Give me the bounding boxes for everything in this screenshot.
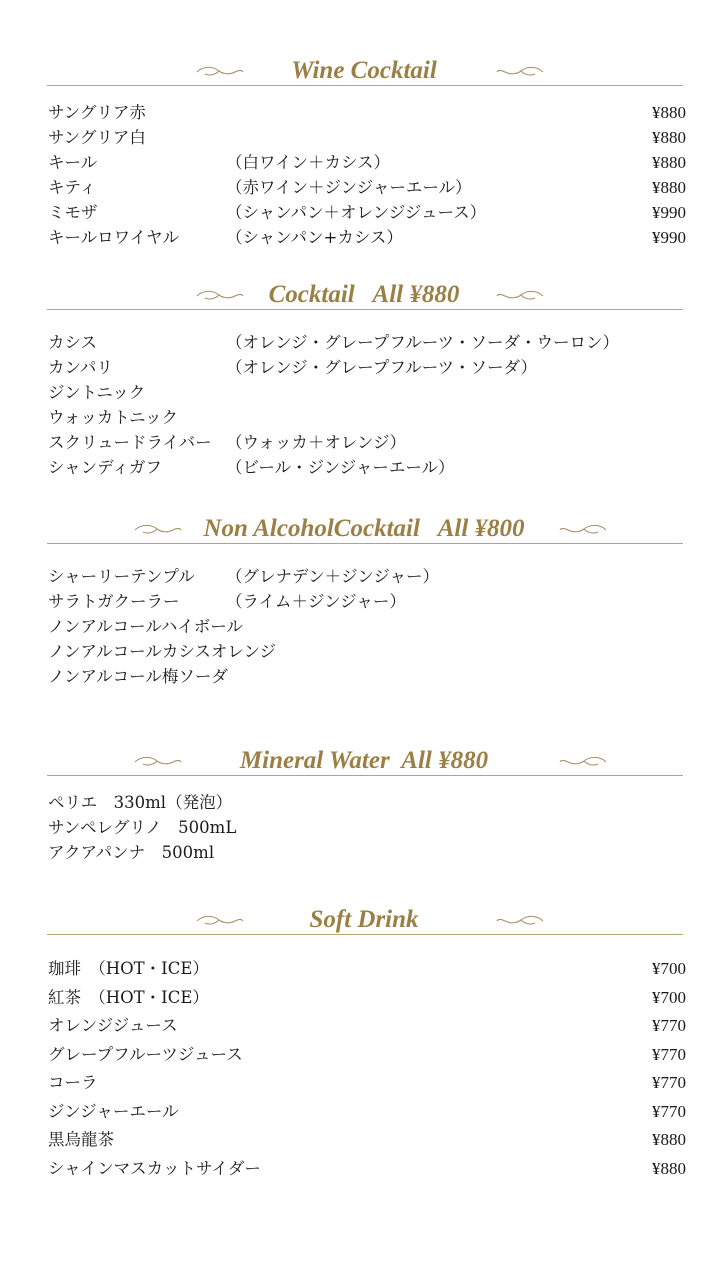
menu-item-name: ジンジャーエール: [48, 1101, 179, 1121]
menu-item-name: 紅茶 （HOT・ICE）: [48, 987, 209, 1007]
menu-item-note: （シャンパン+カシス）: [226, 228, 403, 247]
menu-item-note: （赤ワイン＋ジンジャーエール）: [226, 178, 472, 197]
flourish-left-icon: [195, 65, 245, 79]
menu-item-name: カシス: [48, 333, 98, 352]
menu-item-price: ¥880: [652, 103, 686, 122]
menu-item: [48, 591, 686, 613]
menu-item-price: ¥700: [652, 959, 686, 978]
menu-item: [48, 432, 686, 454]
menu-item-note: （シャンパン＋オレンジジュース）: [226, 203, 487, 222]
menu-item-name: ウォッカトニック: [48, 408, 179, 427]
menu-item: [48, 152, 686, 174]
menu-item-note: （ビール・ジンジャーエール）: [226, 458, 455, 477]
menu-item-note: （グレナデン＋ジンジャー）: [226, 567, 440, 586]
menu-item: [48, 202, 686, 224]
menu-item-name: アクアパンナ 500ml: [48, 843, 215, 862]
menu-item-note: （ライム＋ジンジャー）: [226, 592, 406, 611]
menu-item-name: ミモザ: [48, 203, 98, 222]
flourish-right-icon: [495, 65, 545, 79]
menu-item-name: シャインマスカットサイダー: [48, 1158, 261, 1178]
menu-item-note: （白ワイン＋カシス）: [226, 153, 391, 172]
menu-item: [48, 641, 686, 663]
section-title-mineral-water-all-880: Mineral Water All ¥880: [239, 747, 489, 774]
menu-item-price: ¥990: [652, 203, 686, 222]
menu-item-name: オレンジジュース: [48, 1016, 178, 1035]
menu-item: [48, 127, 686, 149]
menu-item-name: キールロワイヤル: [48, 228, 180, 247]
menu-item-price: ¥880: [652, 153, 686, 172]
flourish-left-icon: [133, 523, 183, 537]
section-title-cocktail-all-880: Cocktail All ¥880: [268, 281, 460, 308]
menu-item-note: （オレンジ・グレープフルーツ・ソーダ）: [226, 358, 538, 377]
menu-item-price: ¥770: [652, 1016, 686, 1035]
menu-item-price: ¥990: [652, 228, 686, 247]
menu-item-note: （オレンジ・グレープフルーツ・ソーダ・ウーロン）: [226, 333, 620, 352]
menu-item: [48, 1129, 686, 1151]
menu-item: [48, 616, 686, 638]
menu-item-name: グレープフルーツジュース: [48, 1044, 243, 1064]
menu-item-name: ノンアルコール梅ソーダ: [48, 667, 228, 686]
menu-item-name: ノンアルコールカシスオレンジ: [48, 642, 277, 661]
menu-item-name: シャーリーテンプル: [48, 567, 195, 586]
menu-item-name: ジントニック: [48, 383, 146, 402]
menu-item: [48, 1101, 686, 1123]
section-title-wine-cocktail: Wine Cocktail: [291, 57, 437, 84]
menu-item-price: ¥770: [652, 1101, 686, 1121]
menu-item-price: ¥880: [652, 128, 686, 147]
menu-item-note: （ウォッカ＋オレンジ）: [226, 433, 407, 452]
menu-item-price: ¥770: [652, 1073, 686, 1092]
flourish-right-icon: [495, 289, 545, 303]
menu-item: [48, 842, 686, 864]
menu-item: [48, 1158, 686, 1180]
menu-item-name: サラトガクーラー: [48, 592, 180, 611]
section-divider: [47, 543, 683, 544]
flourish-right-icon: [558, 755, 608, 769]
menu-item: [48, 382, 686, 404]
menu-item-price: ¥880: [652, 178, 686, 197]
menu-item-price: ¥770: [652, 1044, 686, 1064]
menu-item: [48, 102, 686, 124]
menu-item-name: シャンディガフ: [48, 458, 162, 477]
menu-item-price: ¥880: [652, 1130, 686, 1149]
menu-item: [48, 666, 686, 688]
menu-item: [48, 817, 686, 839]
menu-item: [48, 1015, 686, 1037]
menu-item: [48, 407, 686, 429]
menu-item: [48, 987, 686, 1009]
menu-item-name: 珈琲 （HOT・ICE）: [48, 959, 209, 978]
section-title-soft-drink: Soft Drink: [309, 906, 419, 933]
flourish-left-icon: [195, 914, 245, 928]
menu-item-name: サンペレグリノ 500mL: [48, 818, 237, 837]
menu-item-name: スクリュードライバー: [48, 433, 212, 452]
menu-item: [48, 357, 686, 379]
menu-item-name: ノンアルコールハイボール: [48, 617, 243, 636]
menu-item-name: 黒烏龍茶: [48, 1130, 114, 1149]
menu-item: [48, 1044, 686, 1066]
menu-item-name: ペリエ 330ml（発泡）: [48, 793, 233, 812]
section-title-non-alcoholcocktail-all-800: Non AlcoholCocktail All ¥800: [203, 515, 525, 542]
menu-item: [48, 457, 686, 479]
flourish-left-icon: [133, 755, 183, 769]
section-divider: [47, 775, 683, 776]
menu-item-name: サングリア白: [48, 128, 146, 147]
menu-item: [48, 332, 686, 354]
menu-item-name: カンパリ: [48, 358, 113, 377]
flourish-right-icon: [495, 914, 545, 928]
menu-item: [48, 958, 686, 980]
menu-item-price: ¥700: [652, 987, 686, 1007]
menu-item-name: サングリア赤: [48, 103, 146, 122]
menu-item: [48, 227, 686, 249]
flourish-right-icon: [558, 523, 608, 537]
section-divider: [47, 934, 683, 935]
menu-item-name: コーラ: [48, 1073, 98, 1092]
menu-item: [48, 177, 686, 199]
menu-item: [48, 566, 686, 588]
menu-item: [48, 1072, 686, 1094]
menu-item-name: キール: [48, 153, 98, 172]
menu-item-price: ¥880: [652, 1158, 686, 1178]
section-divider: [47, 85, 683, 86]
menu-item: [48, 792, 686, 814]
flourish-left-icon: [195, 289, 245, 303]
menu-item-name: キティ: [48, 178, 97, 197]
section-divider: [47, 309, 683, 310]
